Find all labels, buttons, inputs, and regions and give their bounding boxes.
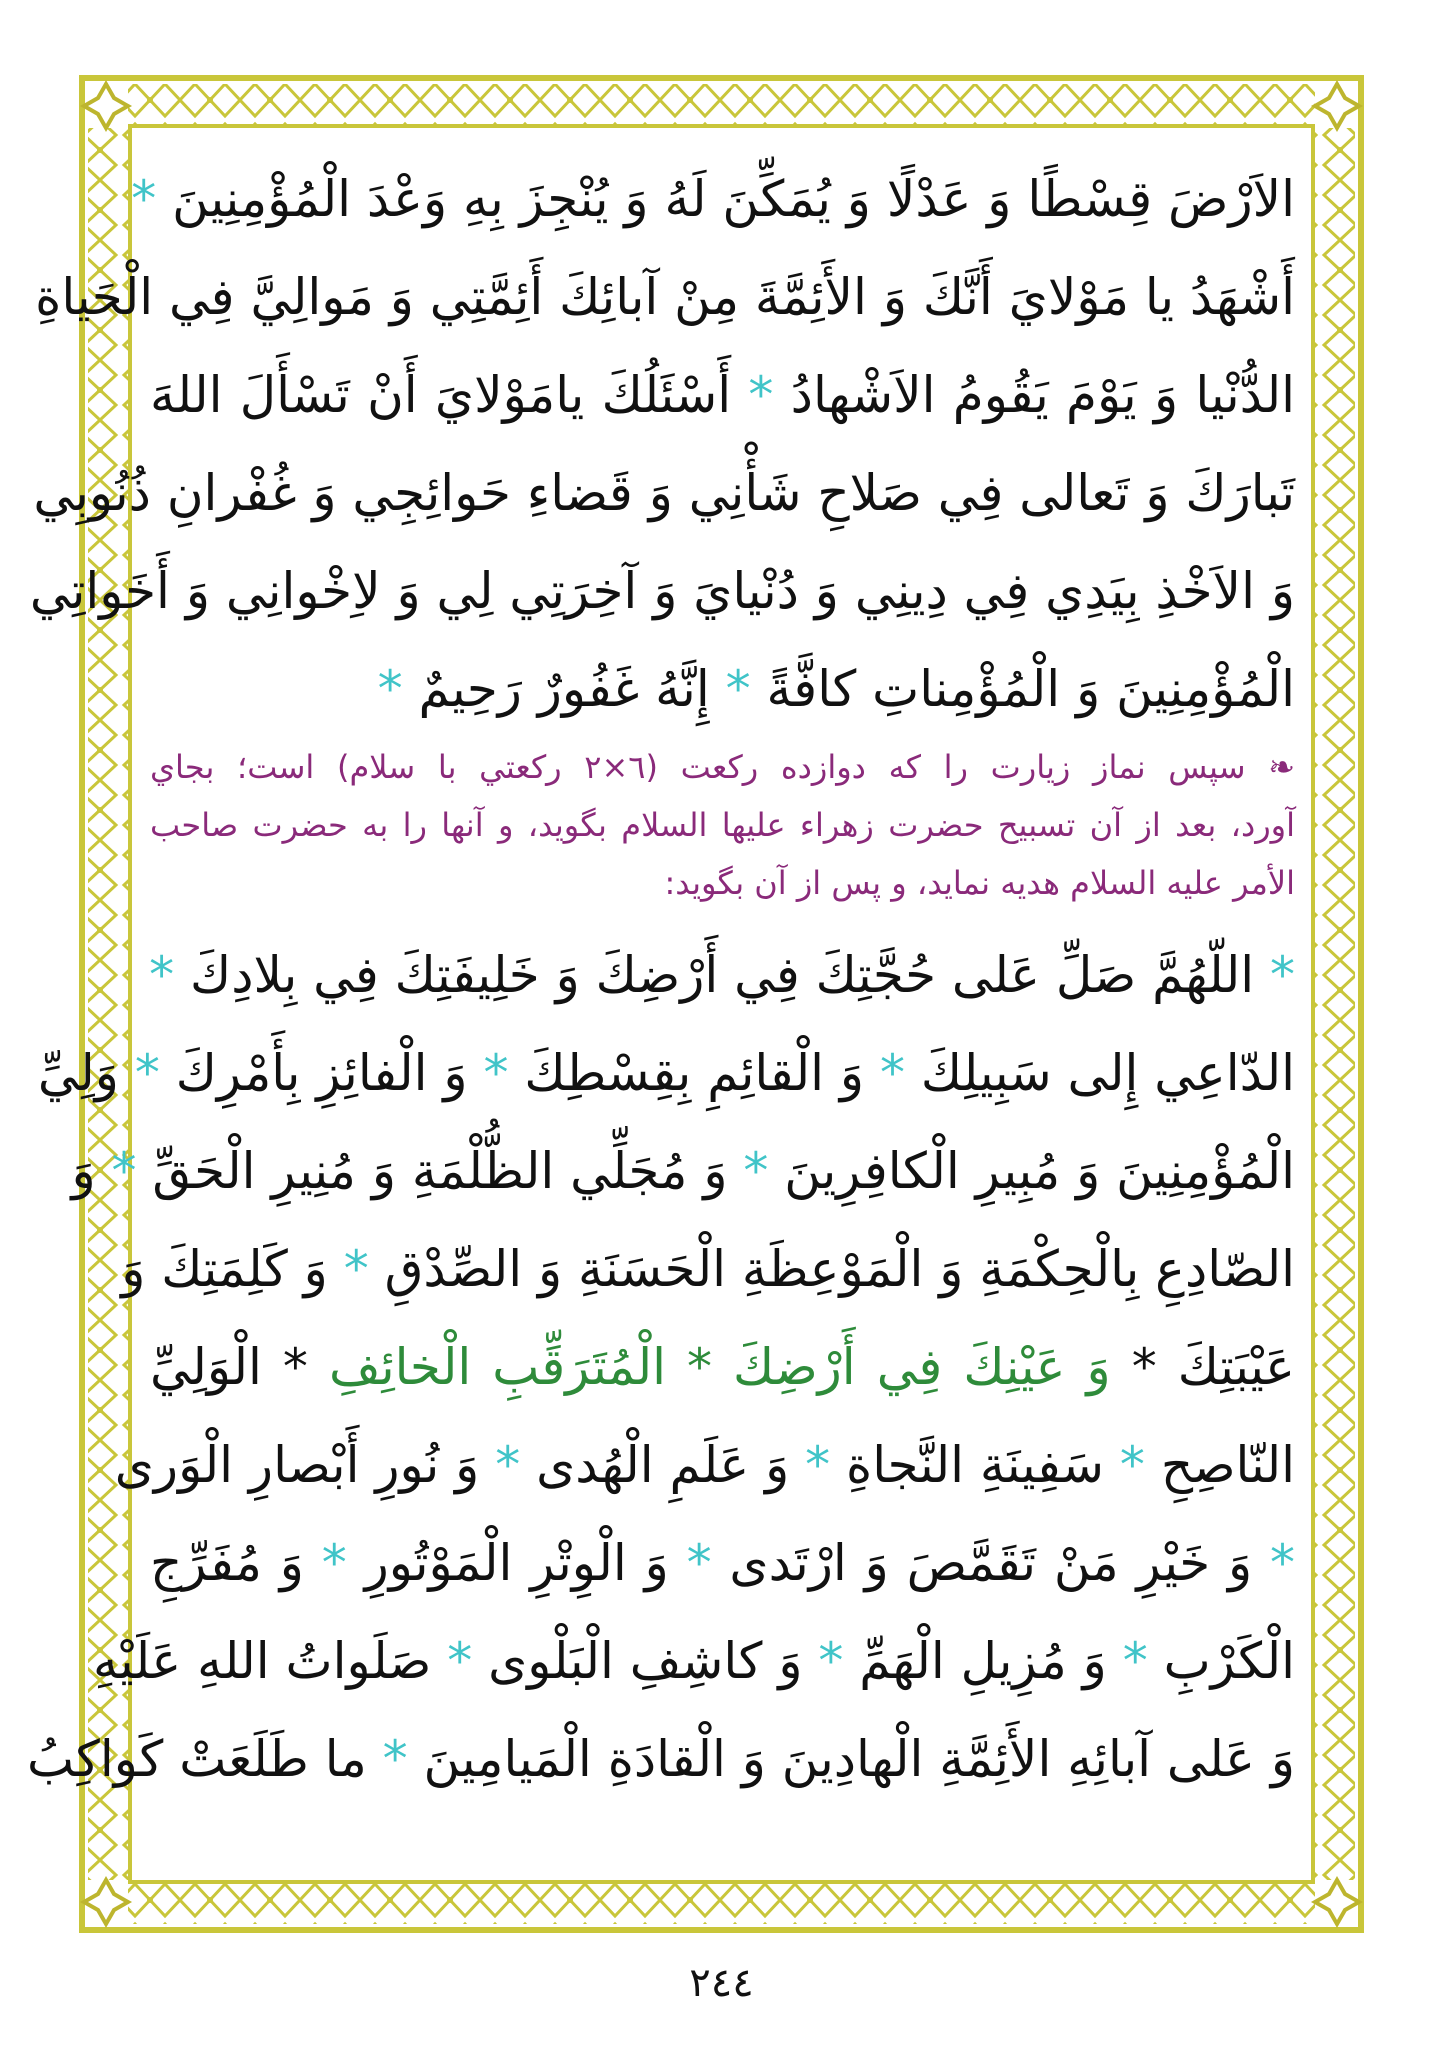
separator-asterisk: * bbox=[111, 1142, 137, 1200]
separator-asterisk: * bbox=[343, 1240, 369, 1298]
text-line: * وَ خَيْرِ مَنْ تَقَمَّصَ وَ ارْتَدى * وَ الْوِتْرِ الْمَوْتُورِ * وَ مُفَرِّجِ bbox=[150, 1534, 1295, 1592]
separator-asterisk: * bbox=[447, 1632, 473, 1690]
text-line: الدّاعِي إِلى سَبِيلِكَ * وَ الْقائِمِ بِقِسْطِكَ * وَ الْفائِزِ بِأَمْرِكَ * وَلِيِّ bbox=[37, 1044, 1295, 1102]
separator-asterisk: * bbox=[131, 170, 157, 228]
separator-asterisk: * bbox=[382, 1730, 408, 1788]
text-segment: * الْوَلِيِّ bbox=[150, 1338, 329, 1396]
page-number: ٢٤٤ bbox=[689, 1960, 754, 2006]
separator-asterisk: * bbox=[321, 1534, 347, 1592]
separator-asterisk: * bbox=[495, 1436, 521, 1494]
separator-asterisk: * bbox=[1270, 1534, 1295, 1592]
separator-asterisk: * bbox=[686, 1534, 712, 1592]
note-line: الأمر عليه السلام هديه نمايد، و پس از آن بگويد: bbox=[664, 864, 1295, 902]
separator-asterisk: * bbox=[818, 1632, 844, 1690]
text-line: أَشْهَدُ يا مَوْلايَ أَنَّكَ وَ الأَئِمَّةَ مِنْ آبائِكَ أَئِمَّتِي وَ مَوالِيَّ فِي الْحَياةِ bbox=[35, 268, 1295, 326]
separator-asterisk: * bbox=[134, 1044, 160, 1102]
text-line-with-green bbox=[150, 1318, 1295, 1416]
note-line: سپس نماز زيارت را كه دوازده ركعت (٦×٢ ركعتي با سلام) است؛ بجاي bbox=[150, 748, 1246, 786]
separator-asterisk: * bbox=[879, 1044, 905, 1102]
text-line: * اللّهُمَّ صَلِّ عَلى حُجَّتِكَ فِي أَرْضِكَ وَ خَلِيفَتِكَ فِي بِلادِكَ * bbox=[149, 946, 1295, 1004]
text-line: الصّادِعِ بِالْحِكْمَةِ وَ الْمَوْعِظَةِ الْحَسَنَةِ وَ الصِّدْقِ * وَ كَلِمَتِكَ وَ bbox=[121, 1240, 1295, 1298]
page-text bbox=[26, 150, 1296, 1910]
text-line: وَ الاَخْذِ بِيَدِي فِي دِينِي وَ دُنْيايَ وَ آخِرَتِي لِي وَ لاِخْوانِي وَ أَخَواتِي bbox=[29, 562, 1295, 620]
text-line: الاَرْضَ قِسْطًا وَ عَدْلًا وَ يُمَكِّنَ لَهُ وَ يُنْجِزَ بِهِ وَعْدَ الْمُؤْمِنِينَ * bbox=[131, 170, 1295, 228]
instruction-note bbox=[150, 738, 1295, 796]
separator-asterisk: * bbox=[149, 946, 175, 1004]
separator-asterisk: * bbox=[1122, 1632, 1148, 1690]
note-line: آورد، بعد از آن تسبيح حضرت زهراء عليها السلام بگويد، و آنها را به حضرت صاحب bbox=[150, 806, 1295, 844]
text-segment: عَيْبَتِكَ * bbox=[1110, 1338, 1295, 1396]
text-line: الدُّنْيا وَ يَوْمَ يَقُومُ الاَشْهادُ * أَسْئَلُكَ يامَوْلايَ أَنْ تَسْأَلَ اللهَ bbox=[150, 366, 1295, 424]
separator-asterisk: * bbox=[743, 1142, 769, 1200]
separator-asterisk: * bbox=[483, 1044, 509, 1102]
text-line: النّاصِحِ * سَفِينَةِ النَّجاةِ * وَ عَلَمِ الْهُدى * وَ نُورِ أَبْصارِ الْوَرى bbox=[114, 1436, 1295, 1494]
text-line: الْكَرْبِ * وَ مُزِيلِ الْهَمِّ * وَ كاشِفِ الْبَلْوى * صَلَواتُ اللهِ عَلَيْهِ bbox=[92, 1632, 1295, 1690]
green-text-segment: وَ عَيْنِكَ فِي أَرْضِكَ * الْمُتَرَقِّبِ الْخائِفِ bbox=[328, 1338, 1111, 1396]
text-line: تَبارَكَ وَ تَعالى فِي صَلاحِ شَأْنِي وَ قَضاءِ حَوائِجِي وَ غُفْرانِ ذُنُوبِي bbox=[33, 464, 1295, 522]
text-line: وَ عَلى آبائِهِ الأَئِمَّةِ الْهادِينَ وَ الْقادَةِ الْمَيامِينَ * ما طَلَعَتْ كَواكِبُ bbox=[26, 1730, 1295, 1788]
text-line: الْمُؤْمِنِينَ وَ الْمُؤْمِناتِ كافَّةً * إِنَّهُ غَفُورٌ رَحِيمٌ * bbox=[377, 660, 1295, 718]
separator-asterisk: * bbox=[1119, 1436, 1145, 1494]
separator-asterisk: * bbox=[1270, 946, 1295, 1004]
separator-asterisk: * bbox=[377, 660, 403, 718]
separator-asterisk: * bbox=[725, 660, 751, 718]
separator-asterisk: * bbox=[805, 1436, 831, 1494]
text-line: الْمُؤْمِنِينَ وَ مُبِيرِ الْكافِرِينَ * وَ مُجَلِّي الظُّلْمَةِ وَ مُنِيرِ الْحَقِّ * وَ bbox=[71, 1142, 1295, 1200]
separator-asterisk: * bbox=[748, 366, 774, 424]
leaf-bullet-icon: ❧ bbox=[1245, 748, 1296, 786]
